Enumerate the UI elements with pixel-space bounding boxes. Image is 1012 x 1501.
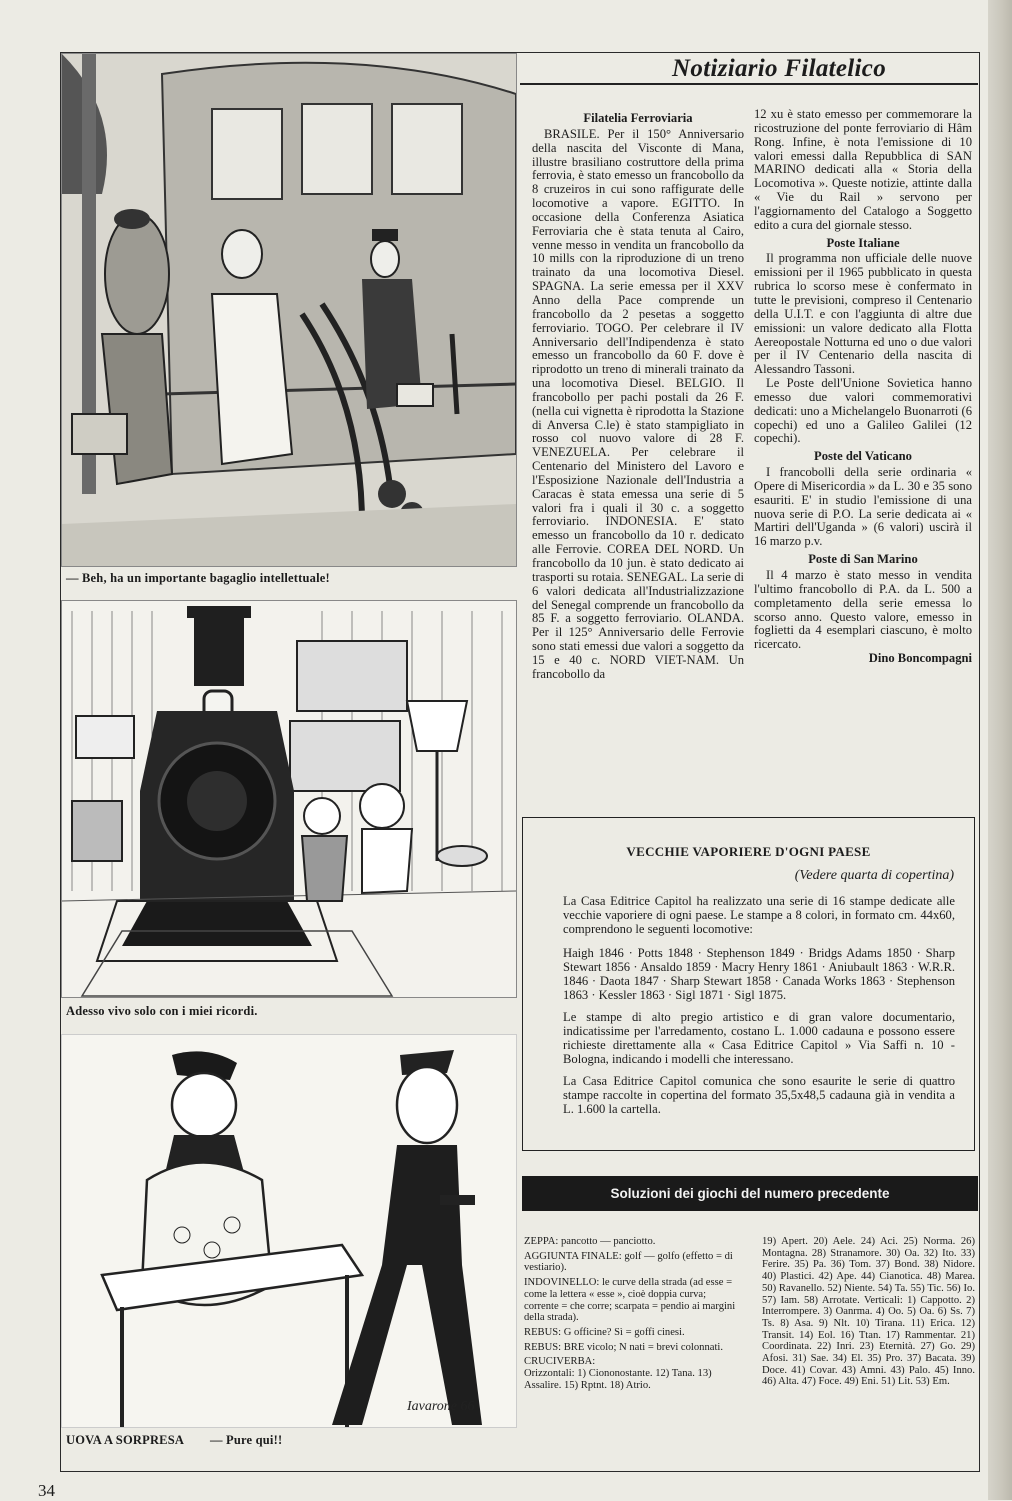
box-locomotive-list: Haigh 1846 · Potts 1848 · Stephenson 1849 · Bridgs Adams 1850 · Sharp Stewart 1856 · Ansaldo 1859 · Macry Henry 1861 · Aniubault 1863 · W.R.R. 1846 · Daota 1847 · Sharp Stewart 1858 · Canada Works 1863 · Stephenson 1863 · Kessler 1863 · Sigl 1871 · Sigl 1875. [563,946,955,1002]
solutions-left-column [524,1236,739,1468]
masthead-title: Notiziario Filatelico [672,55,886,82]
advertisement-box [522,817,975,1151]
cartoon3-signature: Iavarone 66 [407,1399,475,1414]
cartoon-surprise-egg [61,1034,517,1428]
solution-item: CRUCIVERBA: [524,1356,596,1368]
box-paragraph: Le stampe di alto pregio artistico e di gran valore documentario, indicatissime per l'arredamento, costano L. 1.000 cadauna e possono essere richieste direttamente alla « Casa Editrice Capitol » Via Saffi n. 10 - Bologna, indicando i modelli che interessano. [563,1010,955,1066]
section-paragraph: Il 4 marzo è stato messo in vendita l'ultimo francobollo di P.A. da L. 500 a completamento della serie emessa lo scorso anno. Questo valore, emesso in foglietti da 4 esemplari ciascuno, è molto ricercato. [754,568,972,652]
masthead [520,52,978,84]
box-subtitle: (Vedere quarta di copertina) [794,868,954,883]
adjacent-page-edge [988,0,1012,1500]
cartoon-train-station [61,53,517,567]
article-heading: Filatelia Ferroviaria [583,111,693,125]
solution-item: AGGIUNTA FINALE: golf — golfo (effetto = di vestiario). [524,1250,733,1274]
author-signature: Dino Boncompagni [868,651,972,666]
solution-crossword-continued: 19) Apert. 20) Aele. 24) Aci. 25) Norma. 26) Montagna. 28) Stranamore. 30) Oa. 32) Ito. 33) Ferire. 35) Pa. 36) Tom. 37) Bond. 38) Nidore. 40) Plastici. 42) Ape. 44) Cianotica. 48) Marea. 50) Ravanello. 52) Niente. 54) Ta. 55) Tic. 56) Io. 57) Iam. 58) Arrotate. Verticali: 1) Cappotto. 2) Interrompere. 3) Oanrma. 4) Oo. 5) Oa. 6) Ss. 7) Ts. 8) Asa. 9) Nlt. 10) Tirana. 11) Erica. 12) Transit. 14) Eol. 16) Ttan. 17) Rammentar. 21) Coordinata. 22) Inri. 23) Eternità. 27) Go. 29) Afosi. 31) Sae. 34) El. 35) Pro. 37) Bacata. 39) Doce. 41) Covar. 43) Amni. 43) Palo. 45) Inno. 46) Alta. 47) Foce. 49) Eni. 51) Lit. 53) Em. [762,1236,975,1388]
section-paragraph: Le Poste dell'Unione Sovietica hanno emesso due valori commemorativi dedicati: uno a Michelangelo Buonarroti (6 copechi) ed uno a Galileo Galilei (12 copechi). [754,376,972,446]
solution-item: ZEPPA: pancotto — panciotto. [524,1236,656,1247]
cartoon3-caption-right: — Pure qui!! [210,1433,283,1447]
article-body-col1: BRASILE. Per il 150° Anniversario della nascita del Visconte di Mana, illustre brasiliano costruttore della prima ferrovia, è stato emesso un francobollo da 8 cruzeiros in cui sono raffigurate delle locomotive a vapore. EGITTO. In occasione della Conferenza Asiatica Ferroviaria che è stata tenuta al Cairo, venne messo in vendita un francobollo da 10 mills con la riproduzione di un treno trainato da una locomotiva Diesel. SPAGNA. La serie emessa per il XXV Anno della Pace comprende un francobollo da 2 pesetas a soggetto ferroviario. TOGO. Per celebrare il IV Anniversario dell'Indipendenza è stato emesso un francobollo da 60 F. dove è riprodotto un treno di minerali trainato da una locomotiva Diesel. BELGIO. Il francobollo per pachi postali da 26 F. (nella cui vignetta è riprodotta la Stazione di Anversa C.le) è stato stampigliato in rosso col nuovo valore di 28 F. VENEZUELA. Per celebrare il Centenario del Ministero del Lavoro e l'Esposizione Nazionale dell'Industria a Caracas è stata emessa una serie di 5 valori fra i quali il 30 c. a soggetto ferroviario. INDONESIA. E' stato emesso un francobollo da 10 r. dedicato alle Ferrovie. COREA DEL NORD. Un francobollo da 10 jun. è stato dedicato ai trasporti su rotaia. SENEGAL. La serie di 6 valori dedicata all'Industrializzazione del Senegal comprende un francobollo da 85 F. a soggetto ferroviario. OLANDA. Per il 125° Anniversario delle Ferrovie sono stati emessi due valori a soggetto da 15 e 40 c. NORD VIET-NAM. Un francobollo da [532,126,744,681]
solution-item: INDOVINELLO: le curve della strada (ad esse = come la lettera « esse », cioè doppia curva; corrente = che corre; scarpata = pendio ai margini della strada). [524,1277,736,1324]
cartoon2-caption: Adesso vivo solo con i miei ricordi. [66,1004,258,1018]
solutions-right-column [762,1236,975,1468]
article-column-1 [532,108,744,793]
section-heading: Poste di San Marino [808,552,918,567]
section-paragraph: I francobolli della serie ordinaria « Opere di Misericordia » da L. 30 e 35 sono esauriti. E' in studio l'emissione di una nuova serie di P.O. La serie dedicata ai « Martiri dell'Uganda » (6 valori) uscirà il 16 marzo p.v. [754,465,972,549]
cartoon1-caption: — Beh, ha un importante bagaglio intellettuale! [66,571,330,585]
box-paragraph: La Casa Editrice Capitol comunica che sono esaurite le serie di quattro stampe raccolte in copertina del formato 35,5x48,5 cadauna già in vendita a L. 1.600 la cartella. [563,1074,955,1116]
masthead-rule [520,83,978,85]
solution-item: Orizzontali: 1) Ciononostante. 12) Tana. 13) Assalire. 15) Rptnt. 18) Atrio. [524,1368,712,1391]
section-heading: Poste del Vaticano [814,449,912,464]
article-body-col2-intro: 12 xu è stato emesso per commemorare la ricostruzione del ponte ferroviario di Hâm Rong. Infine, è nota l'emissione di 10 valori emessi dalla Repubblica di SAN MARINO dedicati alla « Storia della Locomotiva ». Queste notizie, attinte dalla « Vie du Rail » servono per l'aggiornamento del Catalogo a Soggetto edito a cura del giornale stesso. [754,108,972,232]
box-title: VECCHIE VAPORIERE D'OGNI PAESE [626,844,871,859]
solutions-banner: Soluzioni dei giochi del numero precedente [522,1176,978,1211]
cartoon-locomotive-living-room [61,600,517,998]
solution-item: REBUS: G officine? Sì = goffi cinesi. [524,1326,685,1338]
article-column-2 [754,108,972,798]
section-heading: Poste Italiane [826,235,900,250]
page-number: 34 [38,1481,55,1500]
box-paragraph: La Casa Editrice Capitol ha realizzato una serie di 16 stampe dedicate alle vecchie vaporiere di ogni paese. Le stampe a 8 colori, in formato cm. 44x60, comprendono le seguenti locomotive: [563,894,955,936]
section-paragraph: Il programma non ufficiale delle nuove emissioni per il 1965 pubblicato in questa rubrica lo scorso mese è confermato in tutte le previsioni, compreso il Centenario della U.I.T. e con l'aggiunta di altre due emissioni: un valore dedicato alla Flotta Aereopostale Notturna ed uno o due valori per il IV Centenario della nascita di Alessandro Tassoni. [754,251,972,377]
solution-item: REBUS: BRE vicolo; N nati = brevi colonnati. [524,1341,724,1353]
cartoon3-caption-left: UOVA A SORPRESA [66,1433,185,1447]
